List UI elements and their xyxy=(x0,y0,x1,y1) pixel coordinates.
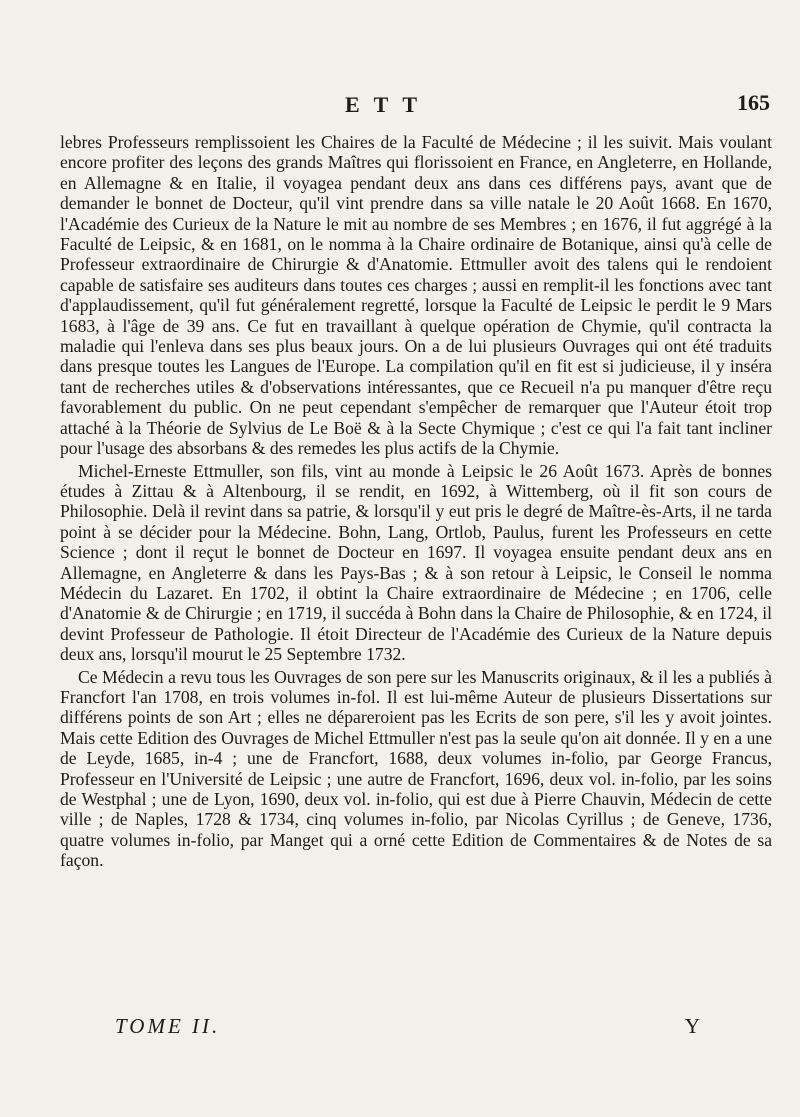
page-number: 165 xyxy=(737,90,770,115)
volume-mark: TOME II. xyxy=(115,1014,221,1038)
page-header xyxy=(0,92,800,122)
running-title: ETT xyxy=(345,92,432,117)
paragraph-1: lebres Professeurs remplissoient les Chaires de la Faculté de Médecine ; il les suivit. Mais voulant encore profiter des leçons des grands Maîtres qui florissoient en France, en Angleterre, en Hollande, en Allemagne & en Italie, il voyagea pendant deux ans dans ces différens pays, avant que de demander le bonnet de Docteur, qu'il vint prendre dans sa ville natale le 20 Août 1668. En 1670, l'Académie des Curieux de la Nature le mit au nombre de ses Membres ; en 1676, il fut aggrégé à la Faculté de Leipsic, & en 1681, on le nomma à la Chaire ordinaire de Botanique, ainsi qu'à celle de Professeur extraordinaire de Chirurgie & d'Anatomie. Ettmuller avoit des talens qui le rendoient capable de satisfaire ses auditeurs dans toutes ces charges ; aussi en remplit-il les fonctions avec tant d'applaudissement, qu'il fut généralement regretté, lorsque la Faculté de Leipsic le perdit le 9 Mars 1683, à l'âge de 39 ans. Ce fut en travaillant à quelque opération de Chymie, qu'il contracta la maladie qui l'enleva dans ses plus beaux jours. On a de lui plusieurs Ouvrages qui ont été traduits dans presque toutes les Langues de l'Europe. La compilation qu'il en fit est si judicieuse, il y inséra tant de recherches utiles & d'observations intéressantes, que ce Recueil n'a pu manquer d'être reçu favorablement du public. On ne peut cependant s'empêcher de remarquer que l'Auteur étoit trop attaché à la Théorie de Sylvius de Le Boë & à la Secte Chymique ; c'est ce qui l'a fait tant incliner pour l'usage des absorbans & des remedes les plus actifs de la Chymie. xyxy=(60,132,772,459)
page-footer xyxy=(0,1014,800,1042)
paragraph-3: Ce Médecin a revu tous les Ouvrages de son pere sur les Manuscrits originaux, & il les a publiés à Francfort l'an 1708, en trois volumes in-fol. Il est lui-même Auteur de plusieurs Dissertations sur différens points de son Art ; elles ne dépareroient pas les Ecrits de son pere, s'il les y avoit jointes. Mais cette Edition des Ouvrages de Michel Ettmuller n'est pas la seule qu'on ait donnée. Il y en a une de Leyde, 1685, in-4 ; une de Francfort, 1688, deux volumes in-folio, par George Francus, Professeur en l'Université de Leipsic ; une autre de Francfort, 1696, deux vol. in-folio, par les soins de Westphal ; une de Lyon, 1690, deux vol. in-folio, qui est due à Pierre Chauvin, Médecin de cette ville ; de Naples, 1728 & 1734, cinq volumes in-folio, par Nicolas Cyrillus ; de Geneve, 1736, quatre volumes in-folio, par Manget qui a orné cette Edition de Commentaires & de Notes de sa façon. xyxy=(60,666,772,871)
signature-mark: Y xyxy=(684,1014,700,1038)
body-text xyxy=(60,132,772,871)
paragraph-2: Michel-Erneste Ettmuller, son fils, vint au monde à Leipsic le 26 Août 1673. Après de bonnes études à Zittau & à Altenbourg, il se rendit, en 1692, à Wittemberg, où il fit son cours de Philosophie. Delà il revint dans sa patrie, & lorsqu'il y eut pris le degré de Maître-ès-Arts, il ne tarda point à se décider pour la Médecine. Bohn, Lang, Ortlob, Paulus, furent les Professeurs en cette Science ; dont il reçut le bonnet de Docteur en 1697. Il voyagea ensuite pendant deux ans en Allemagne, en Angleterre & dans les Pays-Bas ; & à son retour à Leipsic, le Conseil le nomma Médecin du Lazaret. En 1702, il obtint la Chaire extraordinaire de Médecine ; en 1706, celle d'Anatomie & de Chirurgie ; en 1719, il succéda à Bohn dans la Chaire de Philosophie, & en 1724, il devint Professeur de Pathologie. Il étoit Directeur de l'Académie des Curieux de la Nature depuis deux ans, lorsqu'il mourut le 25 Septembre 1732. xyxy=(60,460,772,665)
